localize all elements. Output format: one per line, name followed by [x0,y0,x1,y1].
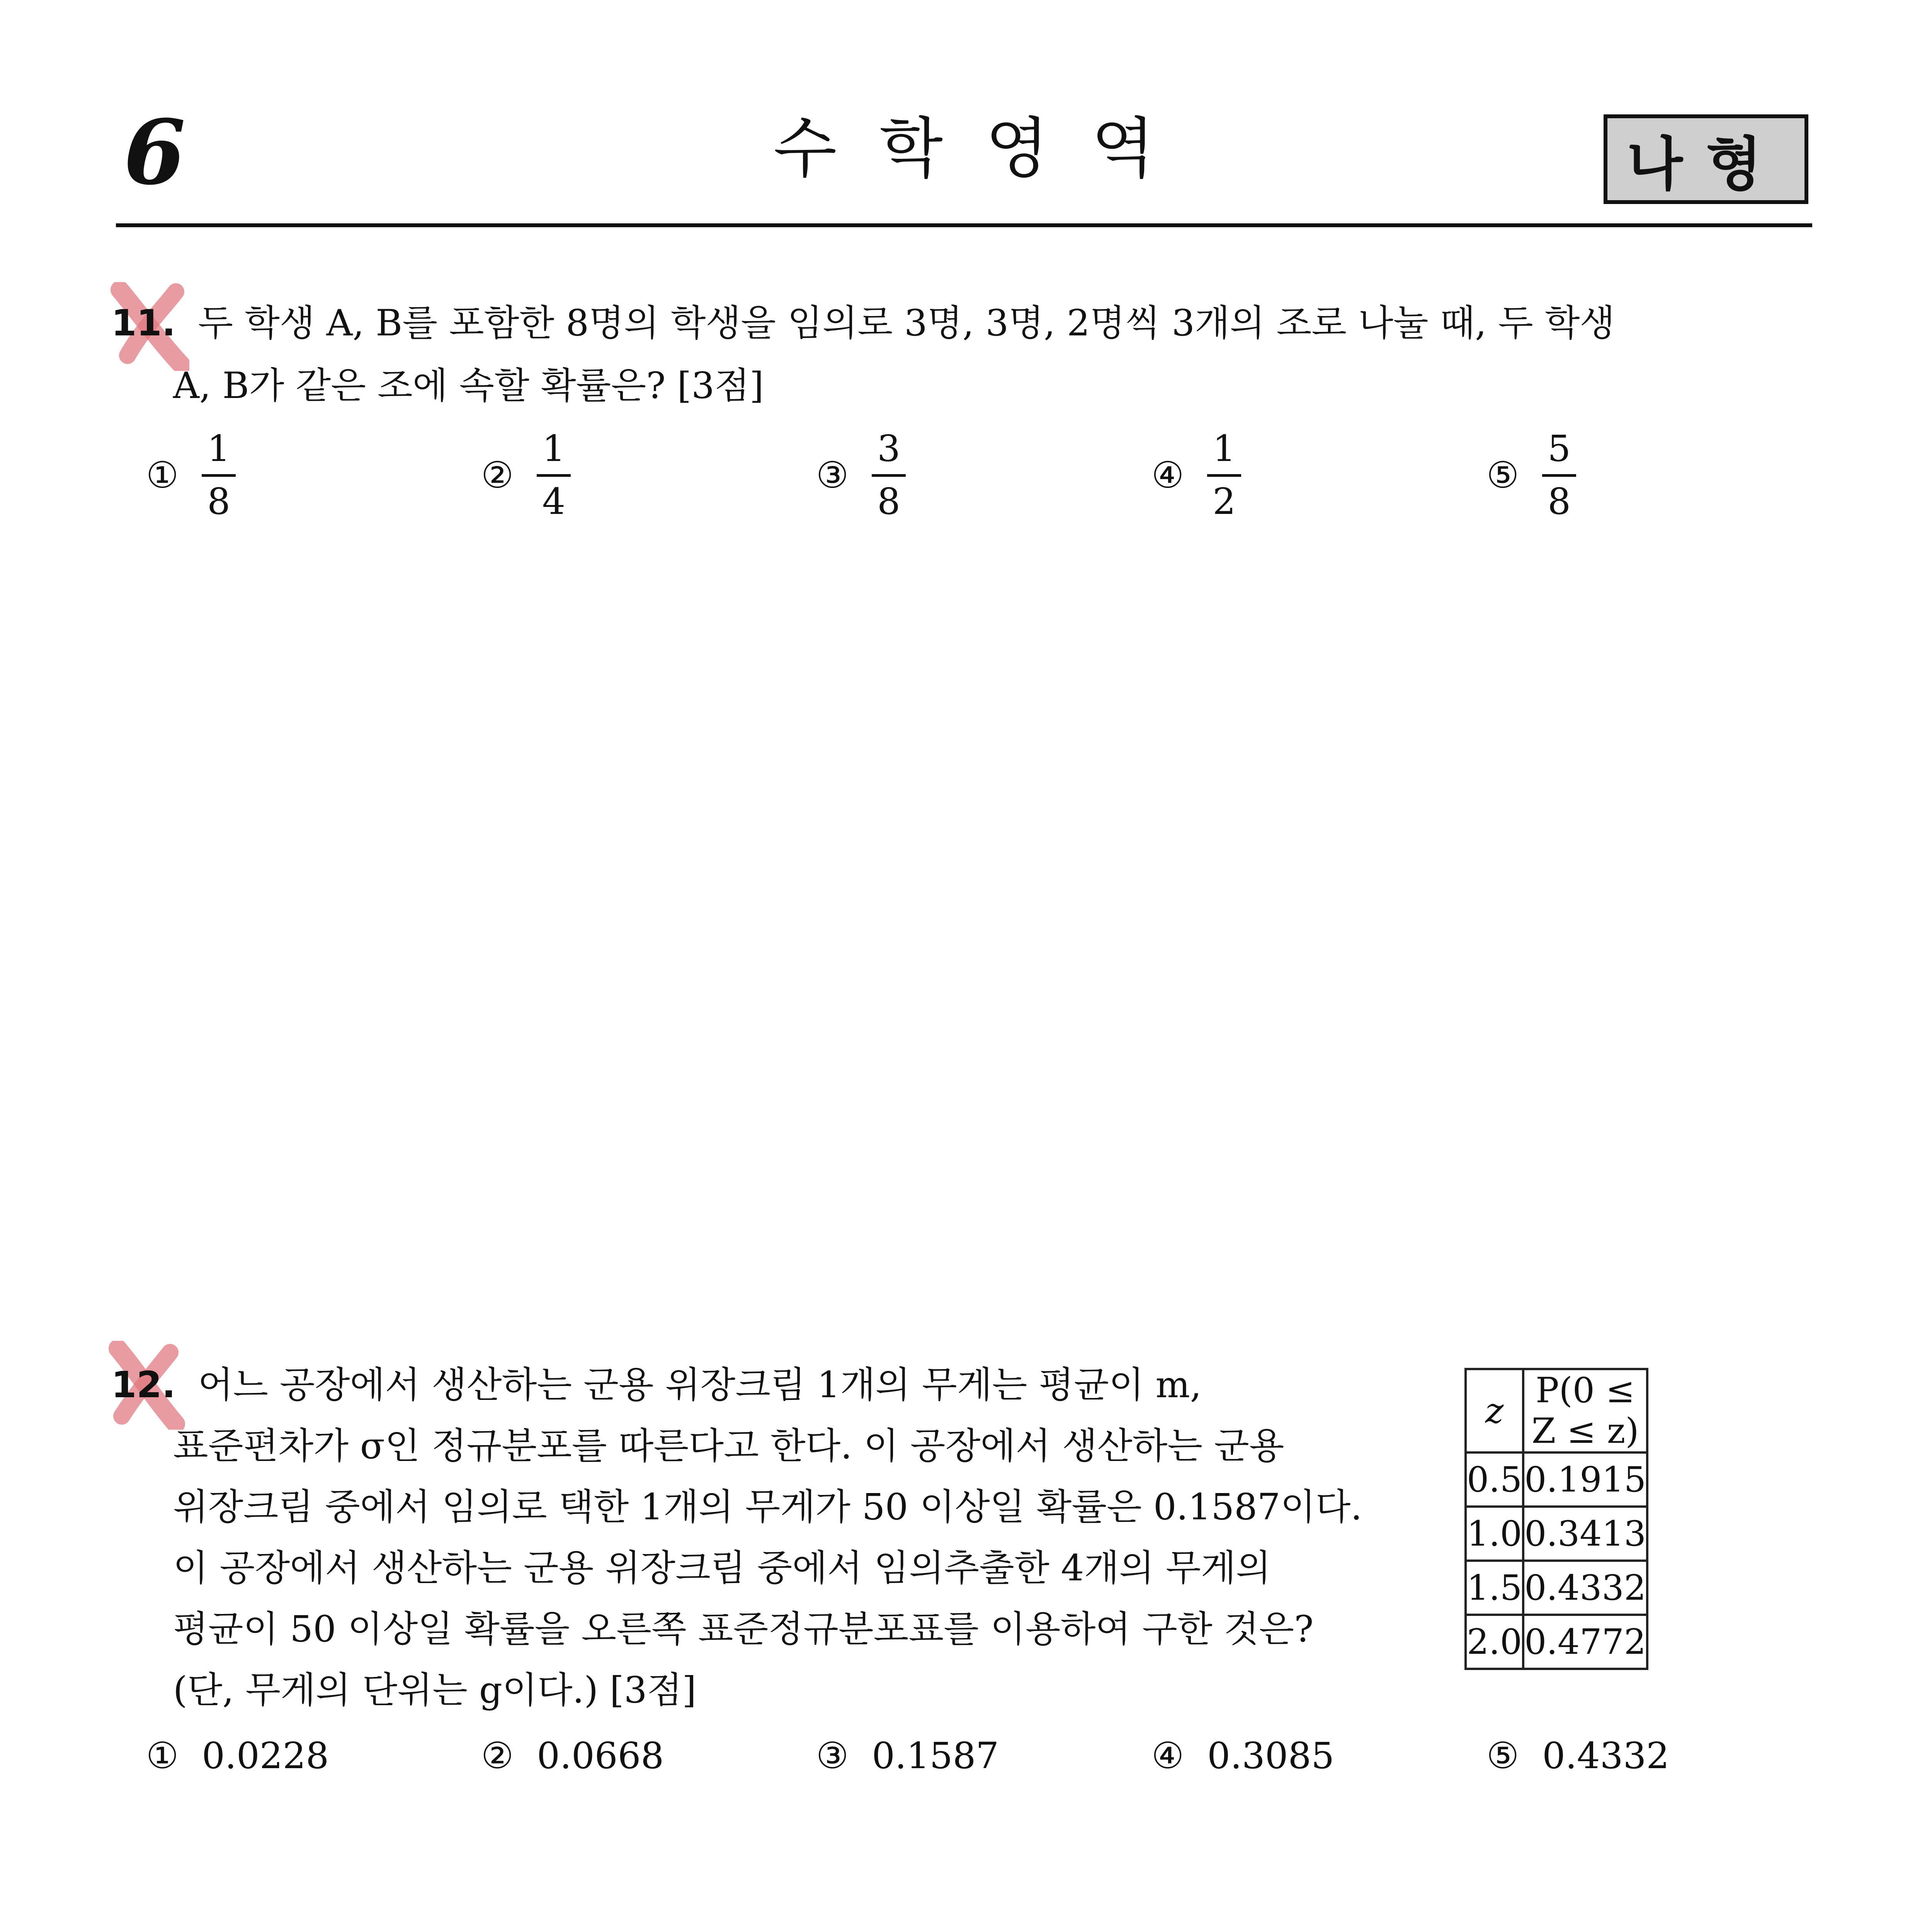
choice-value: 0.4332 [1542,1735,1670,1777]
choice-4[interactable] [1151,1735,1335,1777]
table-row [1466,1615,1647,1669]
choice-4[interactable] [1151,428,1241,523]
header-divider [116,223,1812,227]
choice-value: 0.0668 [537,1735,664,1777]
question-text-line: 두 학생 A, B를 포함한 8명의 학생을 임의로 3명, 3명, 2명씩 3개의 조로 나눌 때, 두 학생 [198,302,1615,344]
question-number: 12. [111,1364,176,1406]
choice-5[interactable] [1486,428,1576,523]
table-cell: 0.4332 [1523,1561,1647,1615]
choice-value: 0.1587 [872,1735,999,1777]
choice-3[interactable] [816,1735,999,1777]
choice-label: ④ [1151,1735,1184,1777]
standard-normal-table [1464,1368,1648,1670]
choice-2[interactable] [481,1735,664,1777]
denominator: 2 [1213,481,1236,523]
choice-label: ③ [816,1735,849,1777]
table-header-row [1466,1369,1647,1452]
choice-label: ② [481,1735,514,1777]
exam-type-label: 나형 [1627,131,1785,198]
denominator: 8 [877,481,901,523]
table-cell: 0.5 [1466,1452,1523,1507]
question-number: 11. [111,302,176,344]
denominator: 8 [207,481,231,523]
table-header-cell: P(0 ≤ Z ≤ z) [1523,1369,1647,1452]
choice-value: 0.3085 [1207,1735,1335,1777]
choice-label: ③ [816,454,849,497]
choice-label: ② [481,454,514,497]
table-row [1466,1507,1647,1561]
denominator: 8 [1548,481,1571,523]
choice-1[interactable] [146,428,236,523]
fraction [1207,428,1241,523]
table-row [1466,1452,1647,1507]
question-text-line: 이 공장에서 생산하는 군용 위장크림 중에서 임의추출한 4개의 무게의 [173,1547,1271,1589]
question-text-line: A, B가 같은 조에 속할 확률은? [3점] [173,365,764,407]
numerator: 1 [202,431,236,477]
numerator: 5 [1542,431,1576,477]
choice-5[interactable] [1486,1735,1670,1777]
numerator: 3 [872,431,906,477]
choice-label: ⑤ [1486,454,1519,497]
question-text-line: 위장크림 중에서 임의로 택한 1개의 무게가 50 이상일 확률은 0.1587이다. [173,1486,1362,1528]
fraction [1542,428,1576,523]
choice-label: ④ [1151,454,1184,497]
table-cell: 1.0 [1466,1507,1523,1561]
fraction [872,428,906,523]
choice-3[interactable] [816,428,906,523]
question-text-line: 표준편차가 σ인 정규분포를 따른다고 한다. 이 공장에서 생산하는 군용 [173,1425,1284,1467]
exam-type-box [1604,114,1808,204]
question-text-line: 평균이 50 이상일 확률을 오른쪽 표준정규분포표를 이용하여 구한 것은? [173,1608,1314,1650]
table-cell: 0.4772 [1523,1615,1647,1669]
choice-1[interactable] [146,1735,329,1777]
fraction [537,428,571,523]
page-number: 6 [124,100,186,205]
numerator: 1 [1207,431,1241,477]
choice-label: ⑤ [1486,1735,1519,1777]
numerator: 1 [537,431,571,477]
question-text-line: 어느 공장에서 생산하는 군용 위장크림 1개의 무게는 평균이 m, [198,1364,1202,1406]
table-cell: 1.5 [1466,1561,1523,1615]
choice-label: ① [146,454,179,497]
question-text-line: (단, 무게의 단위는 g이다.) [3점] [173,1669,696,1711]
choice-label: ① [146,1735,179,1777]
fraction [202,428,236,523]
table-cell: 2.0 [1466,1615,1523,1669]
table-header-cell: z [1466,1369,1523,1452]
choice-value: 0.0228 [202,1735,329,1777]
table-cell: 0.3413 [1523,1507,1647,1561]
denominator: 4 [542,481,566,523]
subject-title: 수학영역 [773,111,1197,187]
choice-2[interactable] [481,428,571,523]
table-cell: 0.1915 [1523,1452,1647,1507]
table-row [1466,1561,1647,1615]
